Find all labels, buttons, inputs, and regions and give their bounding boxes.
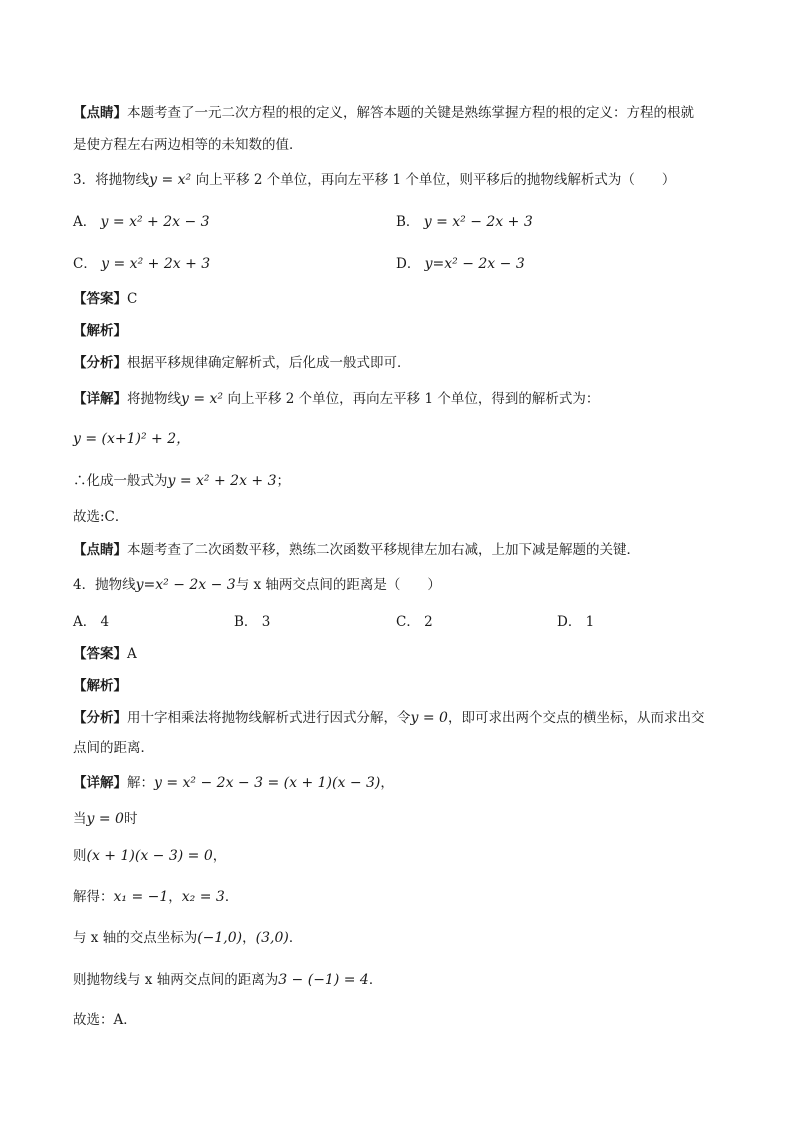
dist-text-end: ．: [368, 972, 383, 988]
fenxi-text-line2: 点间的距离．: [73, 740, 154, 756]
q3-option-b: [396, 212, 533, 232]
when-text-cont: 时: [123, 811, 138, 827]
option-letter: B．: [396, 214, 420, 230]
q3-answer: [73, 289, 137, 309]
q3-choose: [73, 507, 128, 527]
q3-option-d: [396, 254, 525, 274]
when-text: 当: [73, 811, 87, 827]
q4-intersection: [73, 928, 302, 948]
q4-option-c: [396, 612, 433, 632]
option-expr: y = x² + 2x + 3: [101, 256, 211, 272]
q2-note-line1: [73, 103, 694, 123]
solve-x1: x₁ = −1: [113, 889, 169, 905]
option-letter: A．: [73, 614, 97, 630]
q4-answer: [73, 644, 137, 664]
answer-tag: 【答案】: [73, 291, 127, 307]
fenxi-text: 根据平移规律确定解析式，后化成一般式即可．: [127, 355, 411, 371]
q4-option-b: [234, 612, 270, 632]
inter-text: 与 x 轴的交点坐标为: [73, 930, 198, 946]
option-expr: y = x² − 2x + 3: [423, 214, 533, 230]
note-text: 本题考查了一元二次方程的根的定义，解答本题的关键是熟练掌握方程的根的定义：方程的根就: [127, 105, 694, 121]
option-value: 1: [585, 614, 595, 630]
answer-tag: 【答案】: [73, 646, 127, 662]
step2-text: ∴化成一般式为: [73, 473, 168, 489]
option-letter: A．: [73, 214, 97, 230]
q4-stem-text: 4．抛物线: [73, 577, 136, 593]
note-tag: 【点睛】: [73, 542, 127, 558]
choose-text: 故选:C．: [73, 509, 129, 525]
q3-option-a: [73, 212, 210, 232]
when-math: y = 0: [86, 811, 124, 827]
q4-choose: [73, 1010, 137, 1030]
solve-x2: x₂ = 3: [181, 889, 225, 905]
xiangjie-tag: 【详解】: [73, 775, 127, 791]
xiangjie-text: 解：: [127, 775, 154, 791]
option-value: 2: [424, 614, 433, 630]
solve-text-end: ．: [224, 889, 239, 905]
note-text: 本题考查了二次函数平移，熟练二次函数平移规律左加右减，上加下减是解题的关键．: [127, 542, 640, 558]
q3-xiangjie: [73, 389, 599, 409]
inter-point2: (3,0): [255, 930, 289, 946]
q3-option-c: [73, 254, 210, 274]
note-tag: 【点睛】: [73, 105, 127, 121]
fenxi-math: y = 0: [410, 710, 448, 726]
q4-option-a: [73, 612, 109, 632]
option-letter: C．: [73, 256, 97, 272]
q3-step2: [73, 471, 290, 491]
note-text-cont: 是使方程左右两边相等的未知数的值．: [73, 137, 303, 153]
q3-note: [73, 540, 640, 560]
dist-math: 3 − (−1) = 4: [278, 972, 369, 988]
q4-stem: [73, 575, 441, 595]
q4-fenxi: [73, 708, 704, 728]
option-expr: y=x² − 2x − 3: [424, 256, 525, 272]
q3-stem: [73, 170, 675, 190]
answer-value: C: [127, 291, 138, 307]
q4-when: [73, 809, 137, 829]
option-letter: D．: [557, 614, 582, 630]
q3-stem-text: 3．将抛物线: [73, 172, 150, 188]
q4-distance: [73, 970, 382, 990]
q3-stem-math: y = x²: [149, 172, 196, 188]
fenxi-text-cont: ，即可求出两个交点的横坐标，从而求出交: [447, 710, 705, 726]
q3-step1: [73, 429, 190, 449]
xiangjie-text-cont: ，: [380, 775, 394, 791]
q4-fenxi-line2: [73, 738, 154, 758]
inter-separator: ，: [242, 930, 256, 946]
q4-stem-math: y=x² − 2x − 3: [135, 577, 236, 593]
fenxi-tag: 【分析】: [73, 355, 127, 371]
then-math: (x + 1)(x − 3) = 0: [86, 848, 213, 864]
solve-text: 解得：: [73, 889, 114, 905]
inter-text-end: ．: [288, 930, 303, 946]
analysis-tag: 【解析】: [73, 678, 127, 694]
option-expr: y = x² + 2x − 3: [100, 214, 210, 230]
q4-xiangjie: [73, 773, 394, 793]
dist-text: 则抛物线与 x 轴两交点间的距离为: [73, 972, 279, 988]
answer-value: A: [127, 646, 137, 662]
q4-analysis-tag: [73, 676, 127, 696]
step1-math: y = (x+1)² + 2，: [73, 431, 191, 447]
q4-then: [73, 846, 226, 866]
option-letter: D．: [396, 256, 421, 272]
q2-note-line2: [73, 135, 303, 155]
q3-stem-text-cont: 向上平移 2 个单位，再向左平移 1 个单位，则平移后的抛物线解析式为（ ）: [195, 172, 676, 188]
step2-text-cont: ；: [276, 473, 291, 489]
step2-math: y = x² + 2x + 3: [167, 473, 277, 489]
xiangjie-text: 将抛物线: [127, 391, 181, 407]
then-text: 则: [73, 848, 87, 864]
xiangjie-math: y = x²: [181, 391, 228, 407]
choose-text: 故选：A．: [73, 1012, 137, 1028]
q3-fenxi: [73, 353, 411, 373]
inter-point1: (−1,0): [197, 930, 243, 946]
fenxi-tag: 【分析】: [73, 710, 127, 726]
then-text-cont: ，: [212, 848, 227, 864]
xiangjie-tag: 【详解】: [73, 391, 127, 407]
q4-option-d: [557, 612, 594, 632]
q4-solve: [73, 887, 238, 907]
xiangjie-math: y = x² − 2x − 3 = (x + 1)(x − 3): [154, 775, 381, 791]
analysis-tag: 【解析】: [73, 323, 127, 339]
xiangjie-text-cont: 向上平移 2 个单位，再向左平移 1 个单位，得到的解析式为：: [227, 391, 600, 407]
fenxi-text: 用十字相乘法将抛物线解析式进行因式分解，令: [127, 710, 411, 726]
q4-stem-text-cont: 与 x 轴两交点间的距离是（ ）: [235, 577, 441, 593]
option-letter: C．: [396, 614, 420, 630]
option-letter: B．: [234, 614, 258, 630]
solve-separator: ，: [168, 889, 182, 905]
option-value: 4: [100, 614, 110, 630]
q3-analysis-tag: [73, 321, 127, 341]
option-value: 3: [261, 614, 271, 630]
